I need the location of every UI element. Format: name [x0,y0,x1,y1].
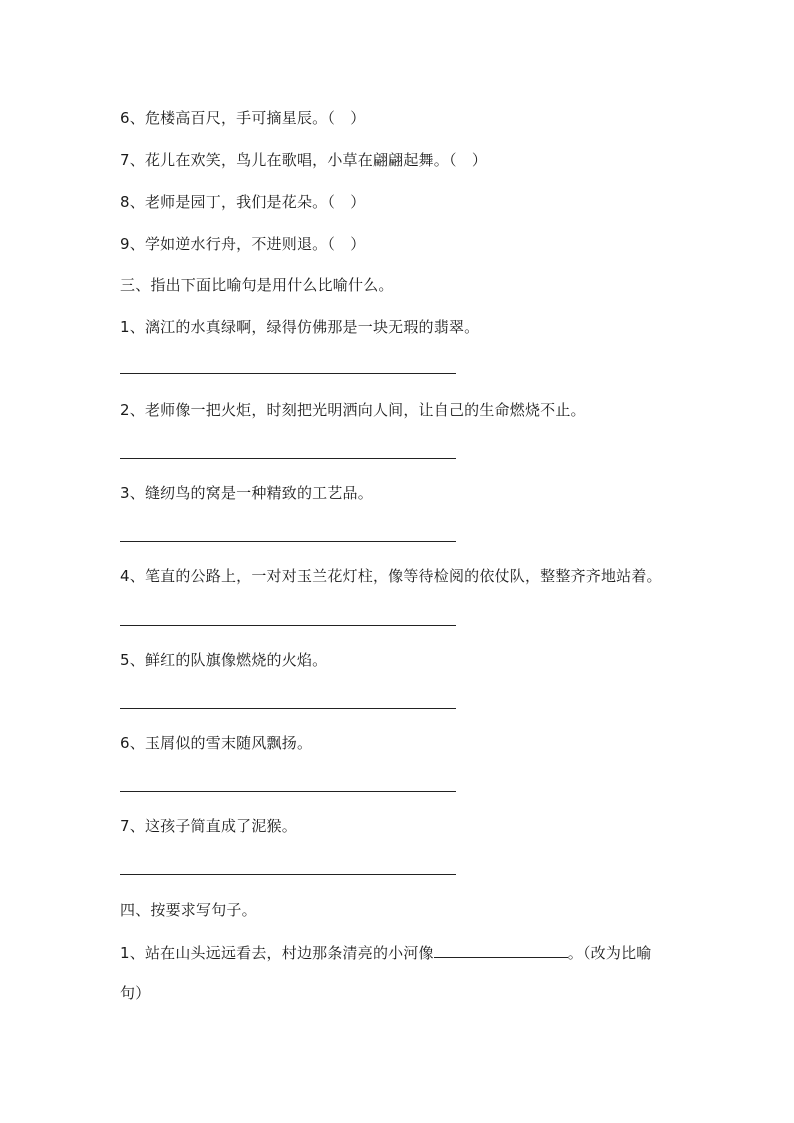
item-number: 1、 [120,944,145,962]
answer-line-2[interactable] [120,458,456,459]
item-number: 6、 [120,734,145,752]
simile-item-5 [120,650,327,670]
item-text: 老师是园丁，我们是花朵。（ ） [144,193,366,211]
answer-line-4[interactable] [120,625,456,626]
item-number: 5、 [120,651,145,669]
item-text: 老师像一把火炬，时刻把光明洒向人间，让自己的生命燃烧不止。 [144,401,586,419]
item-number: 2、 [120,401,145,419]
item-text-before: 站在山头远远看去，村边那条清亮的小河像 [144,944,434,962]
item-number: 7、 [120,817,145,835]
item-text: 这孩子简直成了泥猴。 [144,817,297,835]
simile-item-7 [120,816,297,836]
section3-title: 三、指出下面比喻句是用什么比喻什么。 [120,276,394,294]
item-text: 危楼高百尺，手可摘星辰。（ ） [144,109,366,127]
answer-line-5[interactable] [120,708,456,709]
simile-item-6 [120,733,312,753]
judge-item-8 [120,192,365,212]
item-number: 9、 [120,235,145,253]
item-number: 3、 [120,484,145,502]
answer-line-1[interactable] [120,373,456,374]
item-text: 鲜红的队旗像燃烧的火焰。 [144,651,328,669]
judge-item-6 [120,108,365,128]
item-number: 4、 [120,567,145,585]
item-number: 6、 [120,109,145,127]
rewrite-item-1-continuation: 句） [120,984,151,1002]
judge-item-9 [120,234,365,254]
simile-item-2 [120,400,586,420]
simile-item-4 [120,566,662,586]
answer-line-7[interactable] [120,874,456,875]
item-text: 花儿在欢笑，鸟儿在歌唱，小草在翩翩起舞。（ ） [144,151,488,169]
item-text: 缝纫鸟的窝是一种精致的工艺品。 [144,484,373,502]
item-number: 7、 [120,151,145,169]
judge-item-7 [120,150,487,170]
item-number: 1、 [120,318,145,336]
item-text: 玉屑似的雪末随风飘扬。 [144,734,313,752]
item-text: 学如逆水行舟，不进则退。（ ） [144,235,366,253]
fill-blank[interactable] [434,941,568,958]
item-number: 8、 [120,193,145,211]
simile-item-1 [120,317,479,337]
section4-title: 四、按要求写句子。 [120,901,257,919]
simile-item-3 [120,483,373,503]
rewrite-item-1 [120,941,651,963]
item-text: 漓江的水真绿啊，绿得仿佛那是一块无瑕的翡翠。 [144,318,480,336]
answer-line-3[interactable] [120,541,456,542]
answer-line-6[interactable] [120,791,456,792]
item-text: 笔直的公路上，一对对玉兰花灯柱，像等待检阅的依仗队，整整齐齐地站着。 [144,567,662,585]
item-text-after: 。（改为比喻 [567,944,652,962]
